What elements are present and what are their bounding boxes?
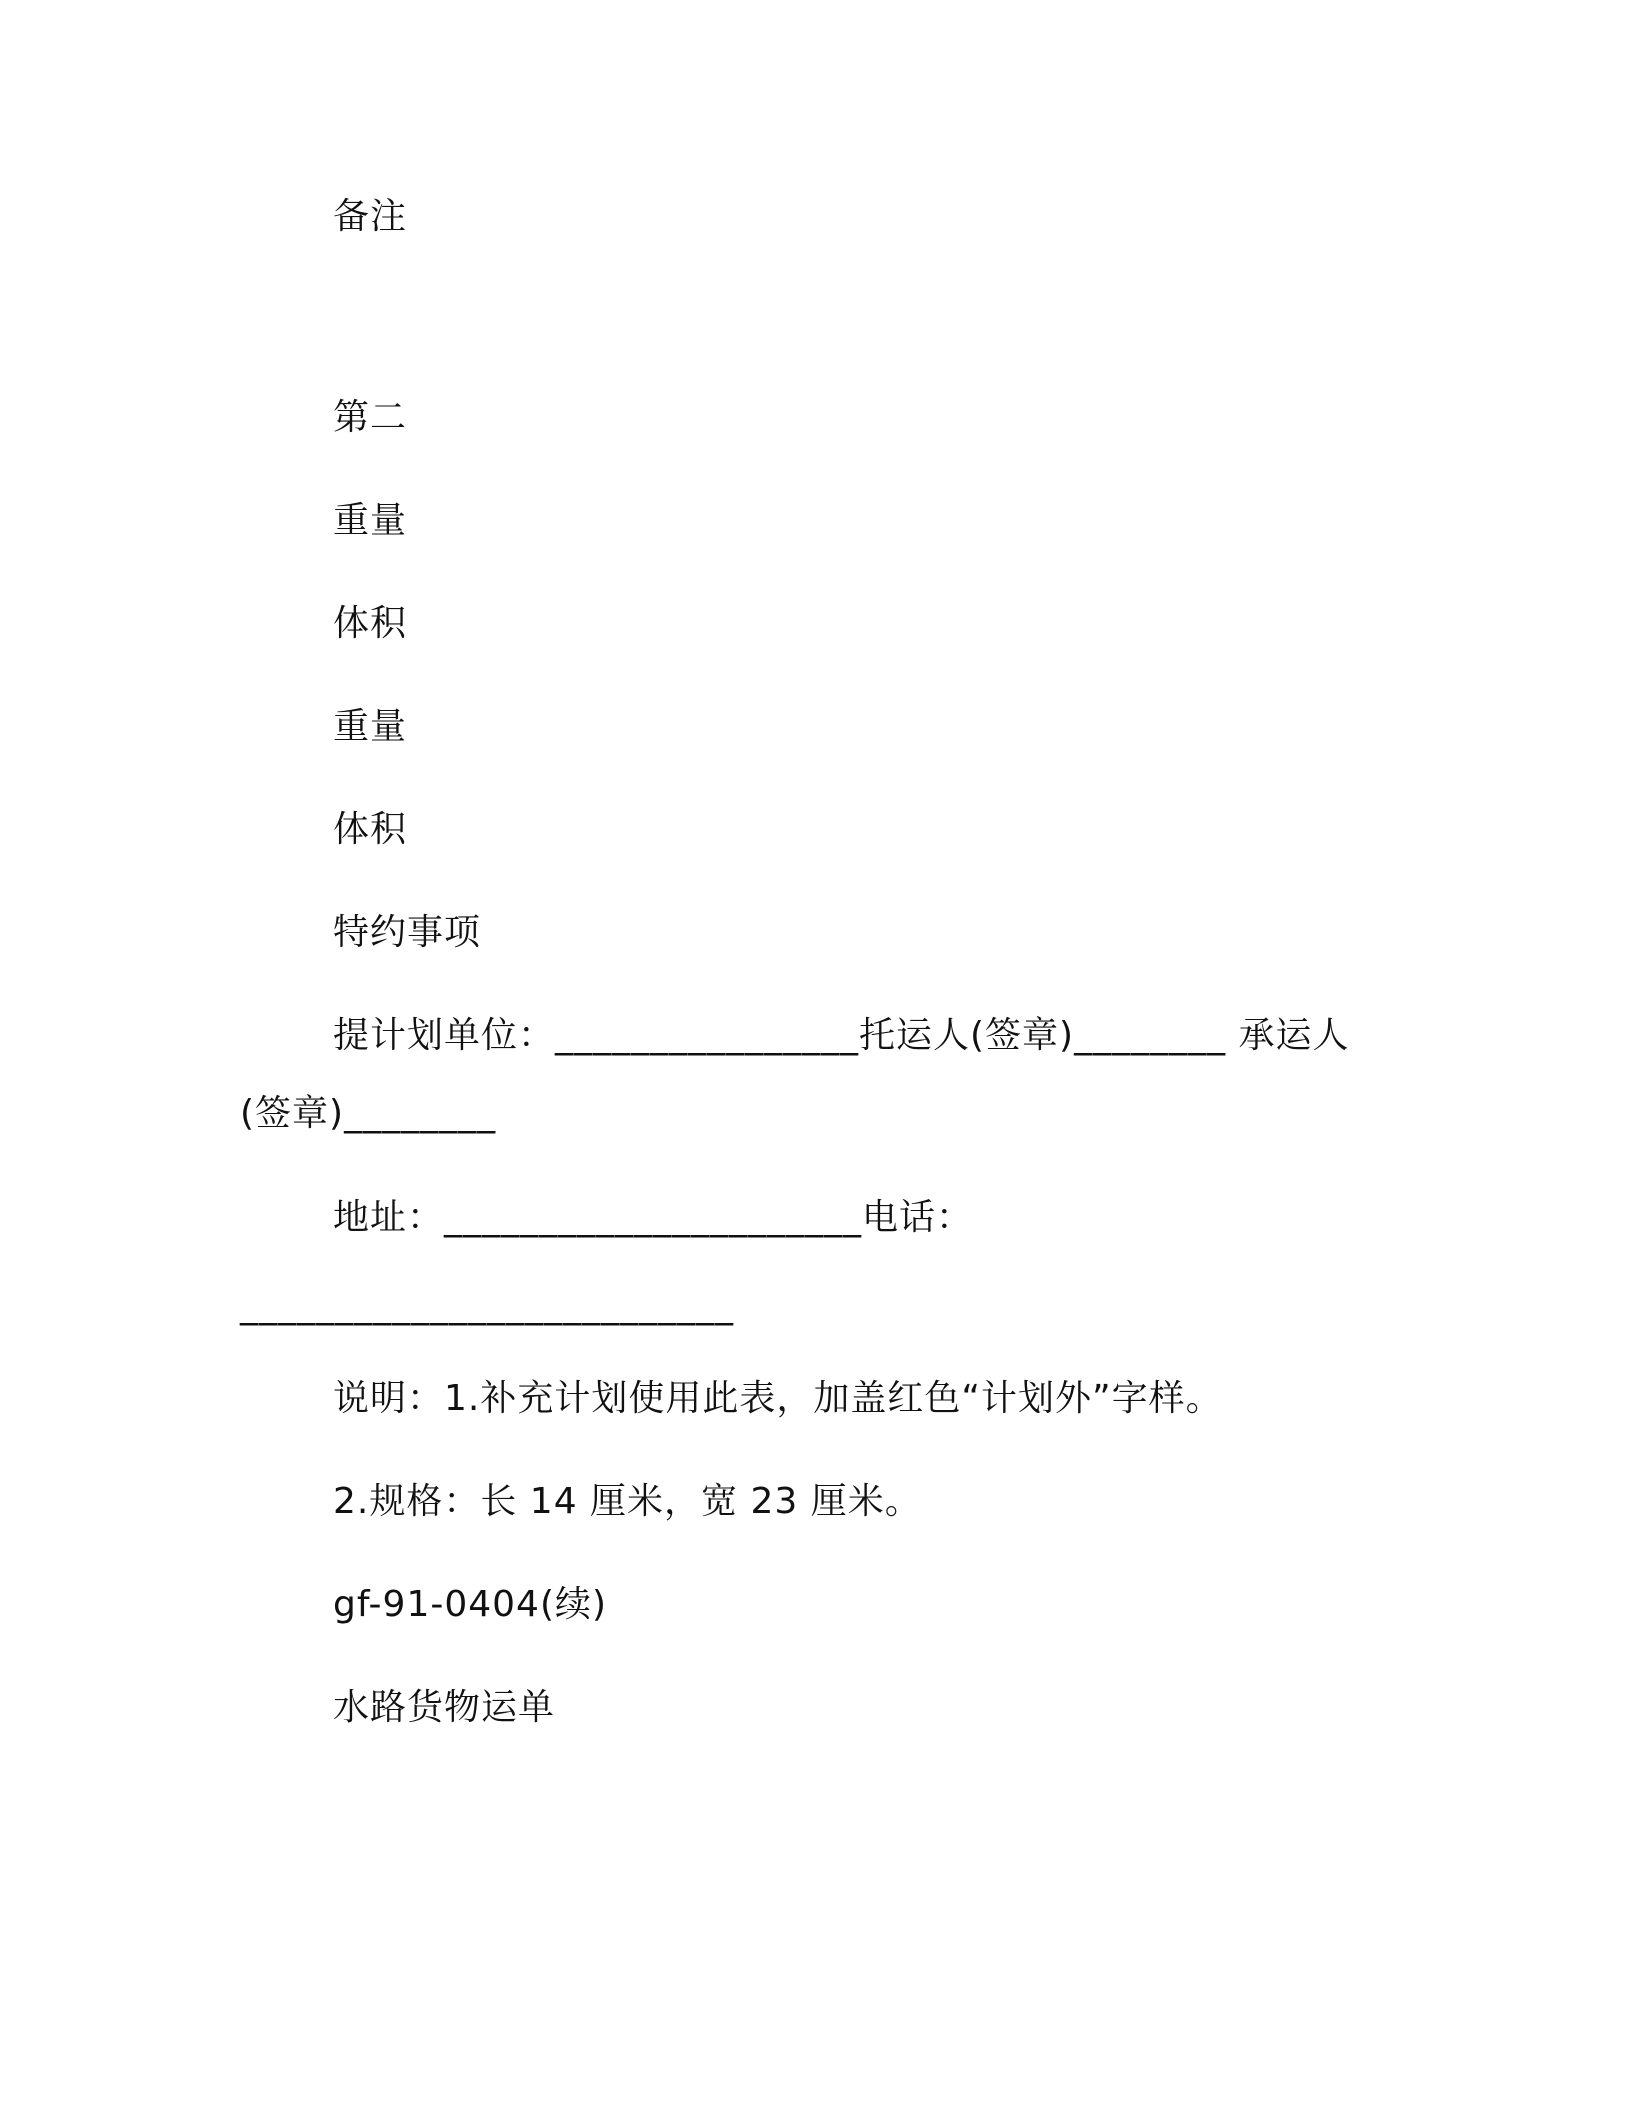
weight-label: 重量 [333,500,408,541]
volume-label: 体积 [333,603,408,644]
weight-label-2: 重量 [333,706,408,747]
special-terms-heading: 特约事项 [333,912,482,953]
note-line-2: 2.规格：长 14 厘米，宽 23 厘米。 [333,1481,922,1522]
waybill-title: 水路货物运单 [333,1687,556,1728]
remarks-heading: 备注 [333,196,408,237]
address-phone-line: 地址：______________________电话： [333,1197,974,1238]
note-line-1: 说明：1.补充计划使用此表，加盖红色“计划外”字样。 [333,1378,1223,1419]
section-two-heading: 第二 [333,397,408,438]
signature-line: 提计划单位：________________托运人(签章)________ 承运人 [333,1015,1350,1056]
phone-blank-line: __________________________ [240,1285,734,1326]
signature-line-continued: (签章)________ [240,1093,497,1134]
volume-label-2: 体积 [333,809,408,850]
form-code: gf-91-0404(续) [333,1584,608,1625]
